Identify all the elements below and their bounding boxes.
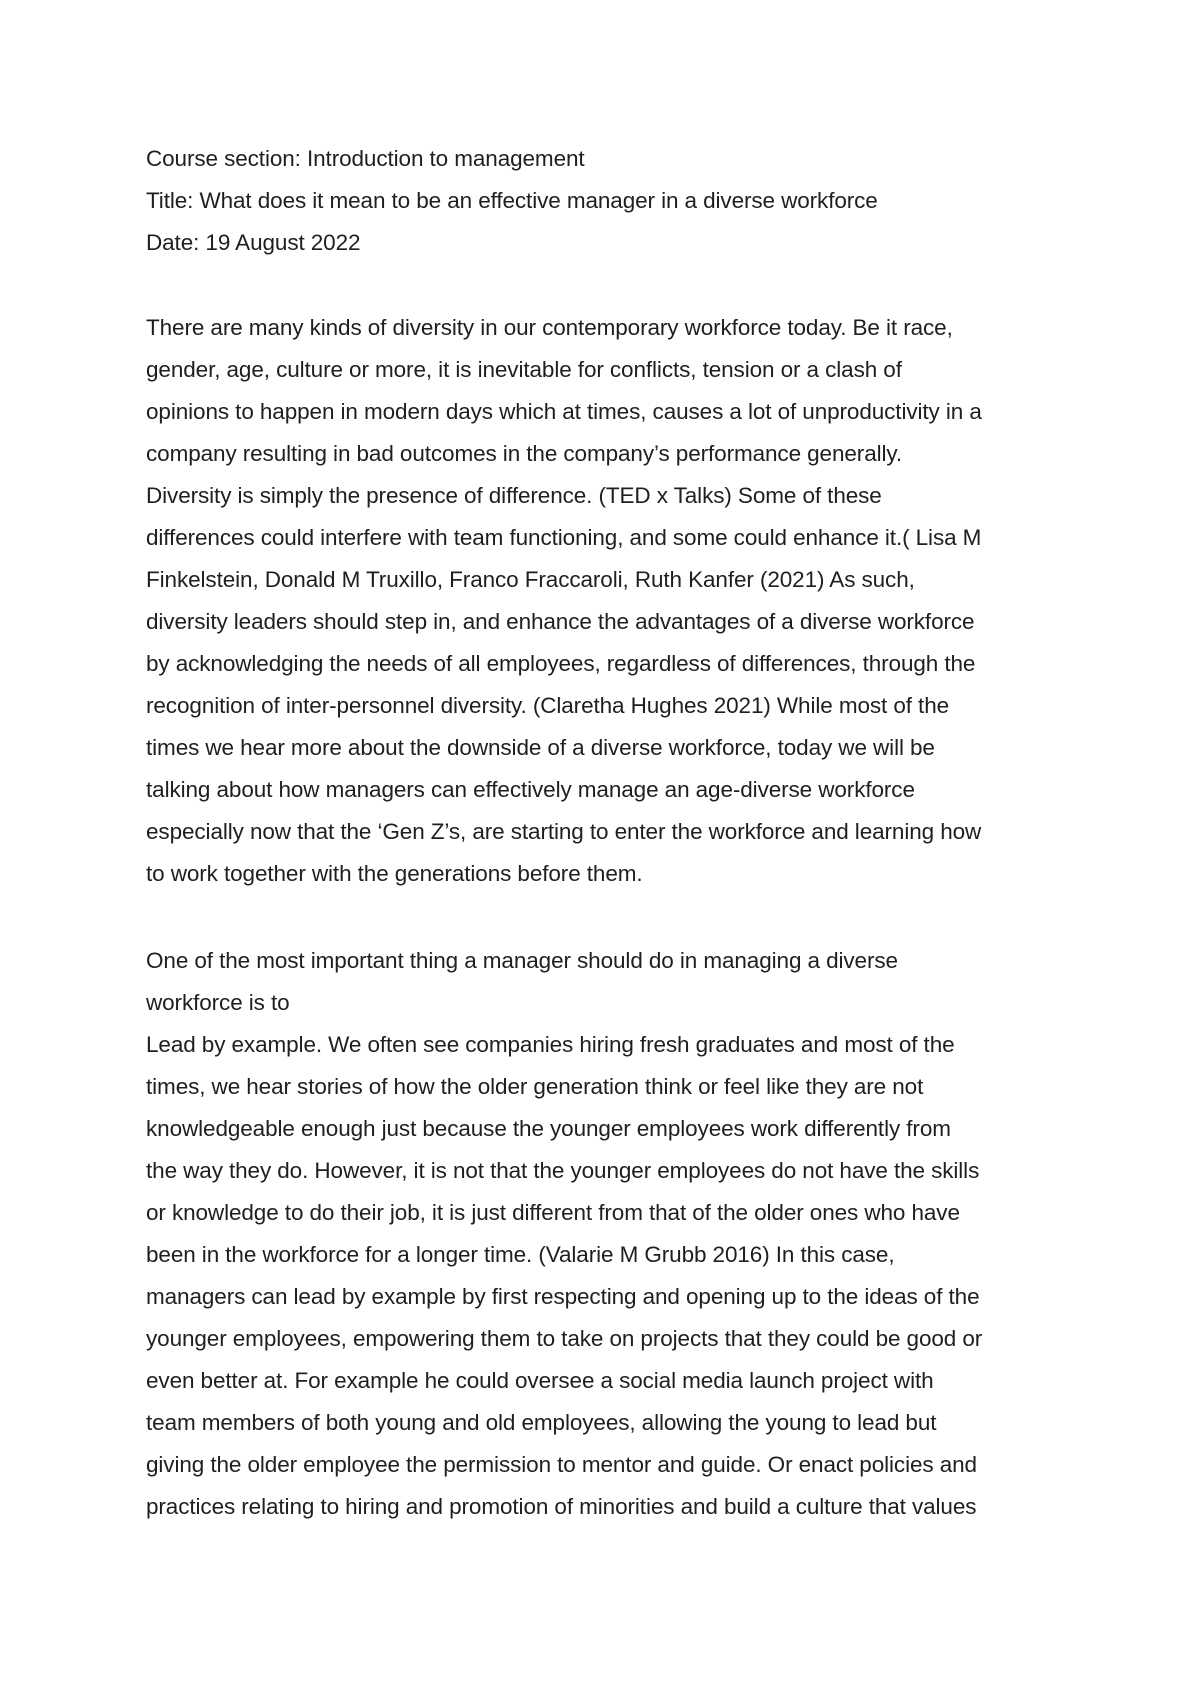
paragraph-line: younger employees, empowering them to take on projects that they could be good or — [146, 1326, 983, 1351]
paragraph-line: practices relating to hiring and promotion of minorities and build a culture that values — [146, 1494, 977, 1519]
paragraph-line: knowledgeable enough just because the younger employees work differently from — [146, 1116, 951, 1141]
paragraph-line: team members of both young and old employees, allowing the young to lead but — [146, 1410, 937, 1435]
paragraph-line: or knowledge to do their job, it is just different from that of the older ones who have — [146, 1200, 960, 1225]
paragraph-1 — [146, 307, 1086, 895]
paragraph-line: One of the most important thing a manager should do in managing a diverse — [146, 948, 898, 973]
paragraph-line: opinions to happen in modern days which at times, causes a lot of unproductivity in a — [146, 399, 982, 424]
paragraph-line: even better at. For example he could oversee a social media launch project with — [146, 1368, 934, 1393]
paragraph-line: There are many kinds of diversity in our contemporary workforce today. Be it race, — [146, 315, 953, 340]
paragraph-line: by acknowledging the needs of all employees, regardless of differences, through the — [146, 651, 976, 676]
paragraph-line: times we hear more about the downside of a diverse workforce, today we will be — [146, 735, 935, 760]
paragraph-line: differences could interfere with team functioning, and some could enhance it.( Lisa M — [146, 525, 982, 550]
paragraph-2 — [146, 940, 1086, 1528]
paragraph-line: the way they do. However, it is not that the younger employees do not have the skills — [146, 1158, 980, 1183]
paragraph-line: been in the workforce for a longer time. (Valarie M Grubb 2016) In this case, — [146, 1242, 895, 1267]
date-line: Date: 19 August 2022 — [146, 230, 361, 255]
paragraph-line: recognition of inter-personnel diversity. (Claretha Hughes 2021) While most of the — [146, 693, 950, 718]
document-header — [146, 138, 1086, 264]
paragraph-line: especially now that the ‘Gen Z’s, are starting to enter the workforce and learning how — [146, 819, 982, 844]
paragraph-line: times, we hear stories of how the older generation think or feel like they are not — [146, 1074, 924, 1099]
paragraph-line: Finkelstein, Donald M Truxillo, Franco Fraccaroli, Ruth Kanfer (2021) As such, — [146, 567, 915, 592]
paragraph-line: talking about how managers can effectively manage an age-diverse workforce — [146, 777, 915, 802]
paragraph-line: company resulting in bad outcomes in the company’s performance generally. — [146, 441, 903, 466]
title-line: Title: What does it mean to be an effective manager in a diverse workforce — [146, 188, 878, 213]
paragraph-line: gender, age, culture or more, it is inevitable for conflicts, tension or a clash of — [146, 357, 902, 382]
paragraph-line: to work together with the generations before them. — [146, 861, 643, 886]
paragraph-line: Lead by example. We often see companies hiring fresh graduates and most of the — [146, 1032, 955, 1057]
paragraph-line: giving the older employee the permission to mentor and guide. Or enact policies and — [146, 1452, 977, 1477]
paragraph-line: managers can lead by example by first respecting and opening up to the ideas of the — [146, 1284, 980, 1309]
course-section-line: Course section: Introduction to management — [146, 146, 585, 171]
paragraph-line: Diversity is simply the presence of difference. (TED x Talks) Some of these — [146, 483, 882, 508]
paragraph-line: workforce is to — [146, 990, 290, 1015]
paragraph-line: diversity leaders should step in, and enhance the advantages of a diverse workforce — [146, 609, 975, 634]
